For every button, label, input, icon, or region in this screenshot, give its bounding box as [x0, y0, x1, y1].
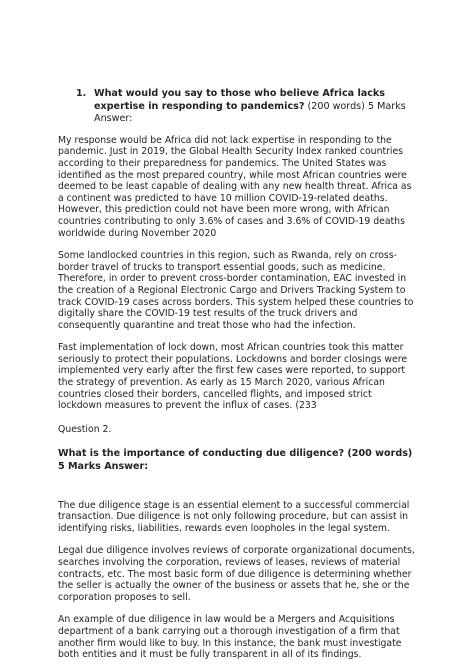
answer-2-paragraph-2: Legal due diligence involves reviews of corporate organizational documents, searches involving the corporation, reviews of leases, reviews of material contracts, etc. The most basic form of due diligence is determining whether the seller is actually the owner of the business or assets that he, she or the corporation proposes to sell. [58, 545, 415, 603]
answer-1-paragraph-3: Fast implementation of lock down, most African countries took this matter seriously to protect their populations. Lockdowns and border closings were implemented very early after the first few cases were reported, to support the strategy of prevention. As early as 15 March 2020, various African countries closed their borders, cancelled flights, and imposed strict lockdown measures to prevent the influx of cases. (233 [58, 342, 408, 412]
document-body [58, 88, 418, 661]
question-2-heading: What is the importance of conducting due diligence? (200 words) 5 Marks Answer: [58, 448, 413, 473]
question-1-text [94, 88, 418, 126]
question-1-heading [76, 88, 418, 126]
answer-1-paragraph-1: My response would be Africa did not lack expertise in responding to the pandemic. Just in 2019, the Global Health Security Index ranked countries according to their preparedness for pandemics. The United States was identified as the most prepared country, while most African countries were deemed to be least capable of dealing with any new health threat. Africa as a continent was predicted to have 10 million COVID-19-related deaths. However, this prediction could not have been more wrong, with African countries contributing to only 3.6% of cases and 3.6% of COVID-19 deaths worldwide during November 2020 [58, 134, 412, 239]
question-1-number: 1. [76, 88, 87, 99]
answer-2-paragraph-3: An example of due diligence in law would be a Mergers and Acquisitions department of a bank carrying out a thorough investigation of a firm that another firm would like to buy. In this instance, the bank must investigate both entities and it must be fully transparent in all of its findings. [58, 614, 402, 661]
question-1-marks-text: (200 words) 5 Marks Answer: [94, 100, 406, 125]
question-1-bold-text: What would you say to those who believe Africa lacks expertise in responding to pandemics? [94, 88, 386, 112]
answer-2-paragraph-1: The due diligence stage is an essential element to a successful commercial transaction. Due diligence is not only following procedure, but can assist in identifying risks, liabilities, rewards even loopholes in the legal system. [58, 499, 410, 534]
answer-1-paragraph-2: Some landlocked countries in this region, such as Rwanda, rely on cross-border travel of trucks to transport essential goods, such as medicine. Therefore, in order to prevent cross-border contamination, EAC invested in the creation of a Regional Electronic Cargo and Drivers Tracking System to track COVID-19 cases across borders. This system helped these countries to digitally share the COVID-19 test results of the truck drivers and consequently quarantine and treat those who had the infection. [58, 250, 414, 331]
question-2-label: Question 2. [58, 423, 112, 435]
